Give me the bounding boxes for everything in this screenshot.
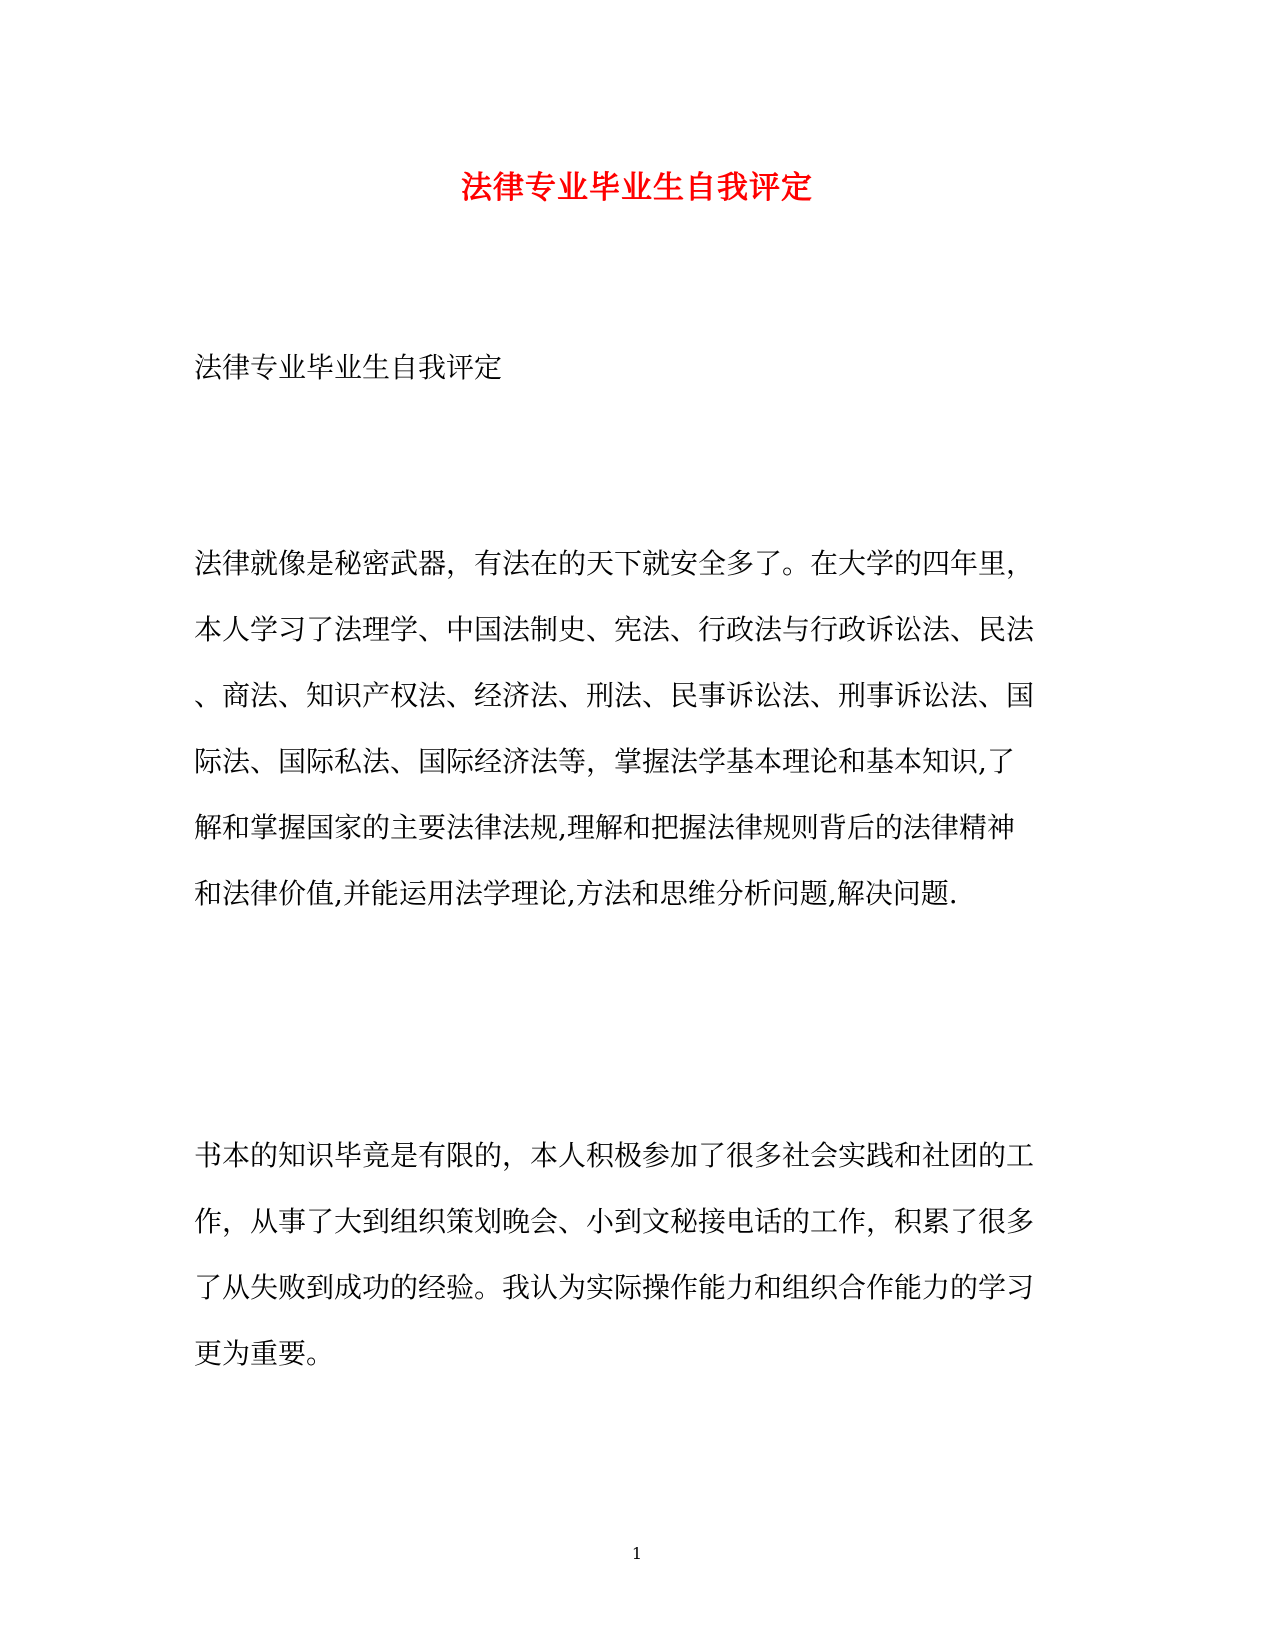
paragraph-line: 作，从事了大到组织策划晚会、小到文秘接电话的工作，积累了很多 bbox=[194, 1205, 1035, 1238]
paragraph-line: 际法、国际私法、国际经济法等，掌握法学基本理论和基本知识,了 bbox=[194, 745, 1015, 778]
paragraph-line: 本人学习了法理学、中国法制史、宪法、行政法与行政诉讼法、民法 bbox=[194, 613, 1035, 646]
paragraph-line: 法律就像是秘密武器，有法在的天下就安全多了。在大学的四年里， bbox=[194, 547, 1035, 580]
paragraph-line: 了从失败到成功的经验。我认为实际操作能力和组织合作能力的学习 bbox=[194, 1271, 1035, 1304]
paragraph-line: 书本的知识毕竟是有限的，本人积极参加了很多社会实践和社团的工 bbox=[194, 1139, 1035, 1172]
page-number: 1 bbox=[631, 1544, 643, 1563]
paragraph-line: 解和掌握国家的主要法律法规,理解和把握法律规则背后的法律精神 bbox=[194, 811, 1015, 844]
paragraph-1 bbox=[194, 544, 1094, 940]
paragraph-line: 、商法、知识产权法、经济法、刑法、民事诉讼法、刑事诉讼法、国 bbox=[194, 679, 1035, 712]
document-title: 法律专业毕业生自我评定 bbox=[461, 170, 813, 206]
paragraph-2 bbox=[194, 1136, 1094, 1400]
paragraph-line: 和法律价值,并能运用法学理论,方法和思维分析问题,解决问题. bbox=[194, 877, 958, 910]
paragraph-line: 更为重要。 bbox=[194, 1337, 335, 1370]
document-subtitle: 法律专业毕业生自我评定 bbox=[194, 351, 503, 384]
